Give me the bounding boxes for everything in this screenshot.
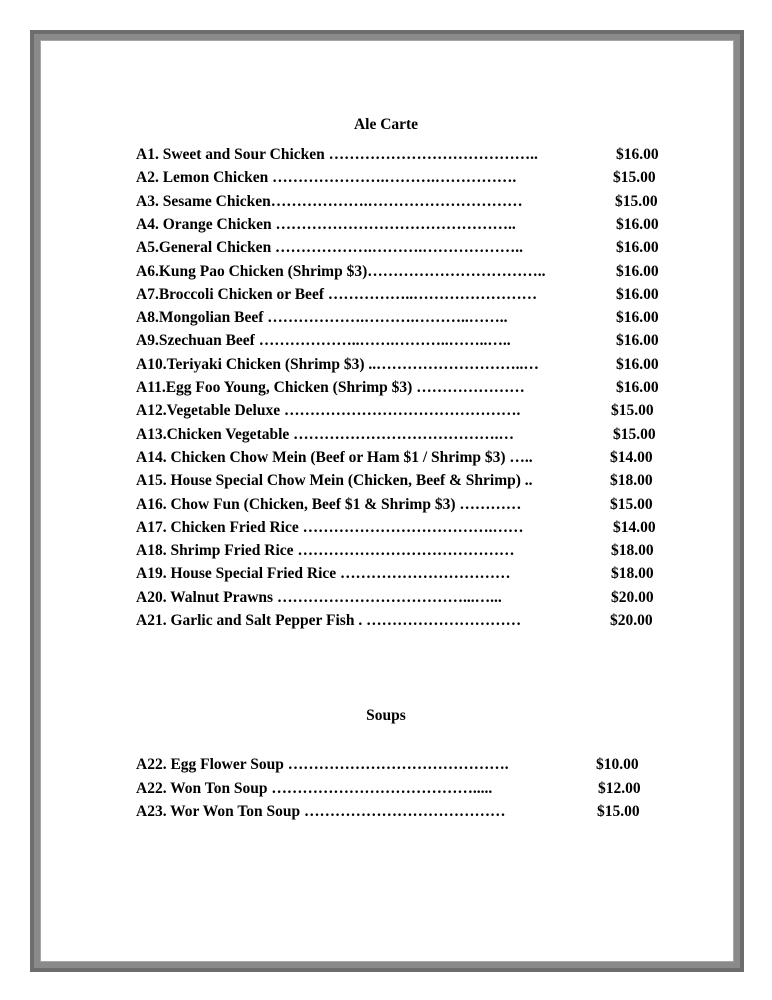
menu-item-price: $14.00 — [613, 518, 656, 536]
menu-item-price: $15.00 — [597, 803, 640, 820]
menu-item-price: $16.00 — [616, 309, 659, 327]
menu-item-price: $15.00 — [610, 495, 653, 513]
menu-item-price: $16.00 — [616, 239, 659, 257]
menu-item-name: A4. Orange Chicken ……………………………………….. — [136, 215, 516, 233]
menu-item-price: $16.00 — [616, 285, 659, 303]
menu-item-name: A12.Vegetable Deluxe ………………………………………. — [136, 402, 521, 420]
menu-item-name: A2. Lemon Chicken ………………….……….……………. — [136, 169, 517, 187]
menu-item-price: $18.00 — [610, 472, 653, 490]
menu-item-name: A14. Chicken Chow Mein (Beef or Ham $1 / Shrimp $3) ….. — [136, 448, 533, 466]
menu-item-name: A18. Shrimp Fried Rice …………………………………… — [136, 542, 515, 560]
menu-item-price: $16.00 — [616, 355, 659, 373]
menu-item-price: $16.00 — [616, 332, 659, 350]
menu-item-name: A9.Szechuan Beef ………………..…….………..……..….. — [136, 332, 511, 350]
menu-item-name: A22. Won Ton Soup …………………………………..... — [136, 779, 493, 797]
menu-item-price: $12.00 — [598, 779, 641, 797]
menu-item-name: A10.Teriyaki Chicken (Shrimp $3) ..………………………..… — [136, 355, 539, 373]
menu-item-price: $20.00 — [610, 612, 653, 629]
menu-item-price: $18.00 — [611, 542, 654, 560]
menu-item-name: A16. Chow Fun (Chicken, Beef $1 & Shrimp $3) ………… — [136, 495, 522, 513]
menu-item-name: A13.Chicken Vegetable ………………………………….… — [136, 425, 515, 443]
menu-item-price: $16.00 — [616, 146, 659, 163]
menu-item-name: A7.Broccoli Chicken or Beef ……………..…………………… — [136, 285, 538, 303]
menu-item-name: A15. House Special Chow Mein (Chicken, Beef & Shrimp) .. — [136, 472, 533, 490]
menu-item-name: A1. Sweet and Sour Chicken ………………………………….. — [136, 146, 538, 163]
menu-item-price: $16.00 — [616, 215, 659, 233]
menu-item-name: A3. Sesame Chicken……………….………………………… — [136, 192, 523, 210]
menu-item-price: $16.00 — [616, 379, 659, 396]
menu-item-name: A5.General Chicken ……………….……….……………….. — [136, 239, 524, 257]
menu-item-price: $18.00 — [611, 565, 654, 583]
menu-item-price: $14.00 — [610, 448, 653, 466]
menu-item-name: A11.Egg Foo Young, Chicken (Shrimp $3) ………………… — [136, 379, 525, 396]
menu-item-price: $15.00 — [615, 192, 658, 210]
menu-item-price: $20.00 — [611, 588, 654, 606]
menu-item-price: $15.00 — [613, 425, 656, 443]
menu-item-name: A17. Chicken Fried Rice ……………………………….…… — [136, 518, 524, 536]
menu-item-name: A6.Kung Pao Chicken (Shrimp $3)…………………………….. — [136, 262, 546, 280]
menu-item-name: A20. Walnut Prawns ………………………………...…... — [136, 588, 502, 606]
section-heading-soups: Soups — [366, 707, 406, 724]
menu-item-name: A23. Wor Won Ton Soup ………………………………… — [136, 803, 506, 820]
menu-item-name: A8.Mongolian Beef ……………….……….………..…….. — [136, 309, 508, 327]
menu-item-name: A19. House Special Fried Rice …………………………… — [136, 565, 511, 583]
menu-item-name: A22. Egg Flower Soup ……………………………………. — [136, 756, 509, 773]
menu-item-name: A21. Garlic and Salt Pepper Fish . ………………………… — [136, 612, 522, 629]
menu-item-price: $10.00 — [596, 756, 639, 773]
menu-item-price: $15.00 — [613, 169, 656, 187]
menu-item-price: $16.00 — [616, 262, 659, 280]
section-heading-ale-carte: Ale Carte — [353, 116, 419, 133]
menu-item-price: $15.00 — [611, 402, 654, 420]
